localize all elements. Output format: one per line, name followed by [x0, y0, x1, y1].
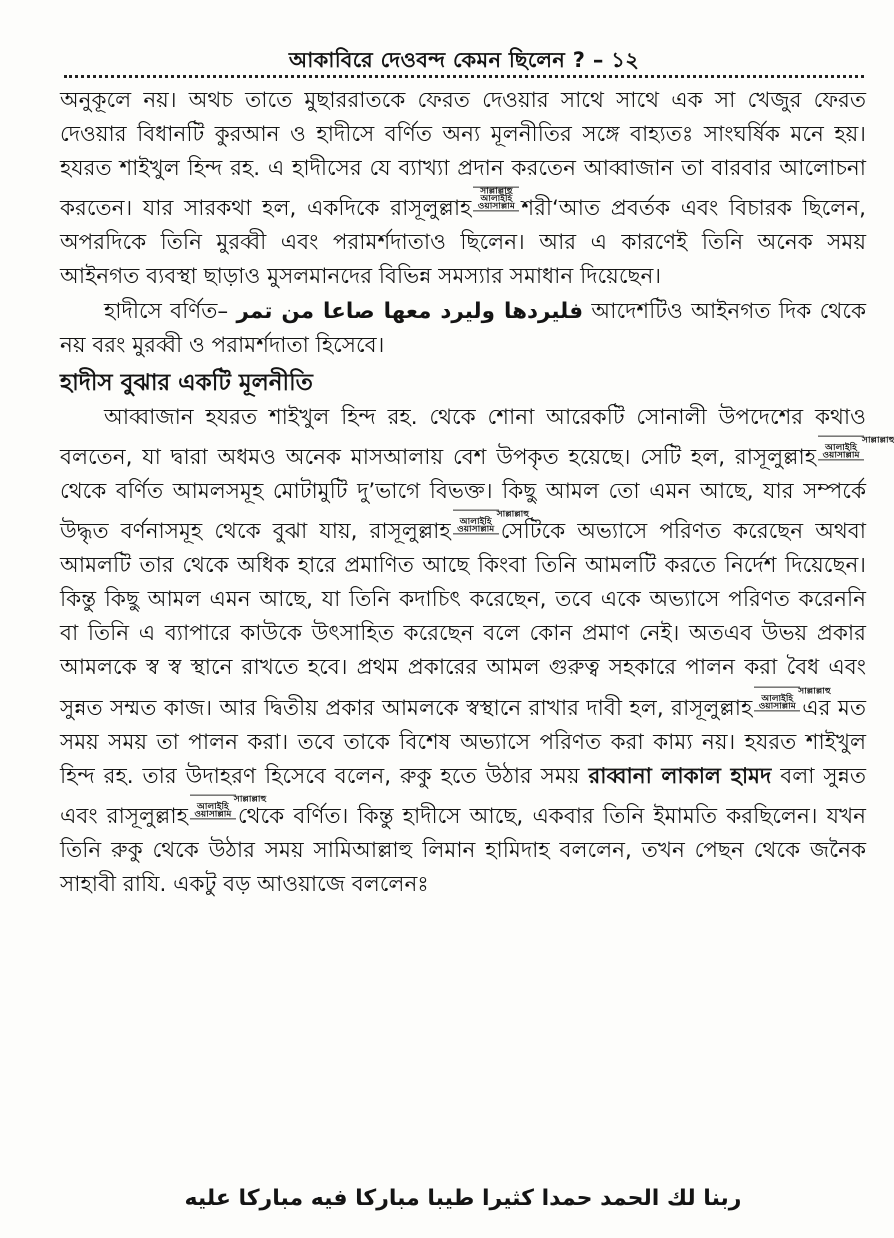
- paragraph-2-end: আদেশটিও আইনগত দিক থেকে নয় বরং মুরব্বী ও পরামর্শদাতা হিসেবে।: [60, 298, 866, 358]
- running-header: আকাবিরে দেওবন্দ কেমন ছিলেন ? – ১২: [288, 48, 640, 72]
- bold-phrase: রাব্বানা লাকাল হামদ: [588, 763, 772, 789]
- paragraph-3-text-f: থেকে বর্ণিত। কিন্তু হাদীসে আছে, একবার তিনি ইমামতি করছিলেন। যখন তিনি রুকু থেকে উঠার সময় সামিআল্লাহু লিমান হামিদাহ বললেন, তখন পেছন থেকে জনৈক সাহাবী রাযি. একটু বড় আওয়াজে বললেনঃ: [60, 803, 866, 897]
- body-text: [60, 84, 894, 902]
- paragraph-3-text-b: থেকে বর্ণিত আমলসমূহ মোটামুটি দু’ভাগে বিভক্ত। কিছু আমল তো এমন আছে, যার সম্পর্কে উদ্ধৃত বর্ণনাসমূহ থেকে বুঝা যায়, রাসূলুল্লাহ: [60, 478, 866, 545]
- paragraph-1-text-cont: শরী‘আত প্রবর্তক এবং বিচারক ছিলেন, অপরদিকে তিনি মুরব্বী এবং পরামর্শদাতাও ছিলেন। আর এ কারণেই তিনি অনেক সময় আইনগত ব্যবস্থা ছাড়াও মুসলমানদের বিভিন্ন সমস্যার সমাধান দিয়েছেন।: [60, 196, 866, 290]
- paragraph-3-text-d: এর মত সময় সময় তা পালন করা। তবে তাকে বিশেষ অভ্যাসে পরিণত করা কাম্য নয়। হযরত শাইখুল হিন্দ রহ. তার উদাহরণ হিসেবে বলেন, রুকু হতে উঠার সময়: [60, 695, 866, 789]
- salutation-mark: সাল্লাল্লাহু আলাইহি ওয়াসাল্লাম: [190, 794, 236, 819]
- header-dotted-rule: [64, 75, 864, 78]
- paragraph-1-text: অনুকূলে নয়। অথচ তাতে মুছাররাতকে ফেরত দেওয়ার সাথে সাথে এক সা খেজুর ফেরত দেওয়ার বিধানটি কুরআন ও হাদীসে বর্ণিত অন্য মূলনীতির সঙ্গে বাহ্যতঃ সাংঘর্ষিক মনে হয়। হযরত শাইখুল হিন্দ রহ. এ হাদীসের যে ব্যাখ্যা প্রদান করতেন আব্বাজান তা বারবার আলোচনা করতেন। যার সারকথা হল, একদিকে রাসূলুল্লাহ: [60, 88, 866, 222]
- paragraph-3-text-e: বলা সুন্নত এবং রাসূলুল্লাহ: [60, 763, 866, 829]
- paragraph-2: [60, 295, 866, 363]
- salutation-mark: সাল্লাল্লাহু আলাইহি ওয়াসাল্লাম: [453, 510, 499, 535]
- arabic-footer-quote: ربنا لك الحمد حمدا كثيرا طيبا مباركا فيه مباركا عليه: [184, 1186, 742, 1211]
- paragraph-1: [60, 84, 866, 295]
- paragraph-2-start: হাদীসে বর্ণিত–: [104, 298, 229, 324]
- salutation-mark: সাল্লাল্লাহু আলাইহি ওয়াসাল্লাম: [818, 435, 864, 460]
- paragraph-3-text-c: সেটিকে অভ্যাসে পরিণত করেছেন অথবা আমলটি তার থেকে অধিক হারে প্রমাণিত আছে কিংবা তিনি আমলটি করতে নির্দেশ দিয়েছেন। কিন্তু কিছু আমল এমন আছে, যা তিনি কদাচিৎ করেছেন, তবে একে অভ্যাসে পরিণত করেননি বা তিনি এ ব্যাপারে কাউকে উৎসাহিত করেছেন বলে কোন প্রমাণ নেই। অতএব উভয় প্রকার আমলকে স্ব স্ব স্থানে রাখতে হবে। প্রথম প্রকারের আমল গুরুত্ব সহকারে পালন করা বৈধ এবং সুন্নত সম্মত কাজ। আর দ্বিতীয় প্রকার আমলকে স্বস্থানে রাখার দাবী হল, রাসূলুল্লাহ: [60, 519, 866, 721]
- paragraph-3: [60, 401, 894, 902]
- salutation-mark: সাল্লাল্লাহু আলাইহি ওয়াসাল্লাম: [754, 686, 800, 711]
- arabic-hadith-quote: فليردها وليرد معها صاعا من تمر: [236, 298, 584, 324]
- paragraph-3-text-a: আব্বাজান হযরত শাইখুল হিন্দ রহ. থেকে শোনা আরেকটি সোনালী উপদেশের কথাও বলতেন, যা দ্বারা অধমও অনেক মাসআলায় বেশ উপকৃত হয়েছে। সেটি হল, রাসূলুল্লাহ: [60, 404, 866, 470]
- salutation-mark: সাল্লাল্লাহু আলাইহি ওয়াসাল্লাম: [473, 187, 519, 212]
- section-heading: হাদীস বুঝার একটি মূলনীতি: [60, 369, 313, 396]
